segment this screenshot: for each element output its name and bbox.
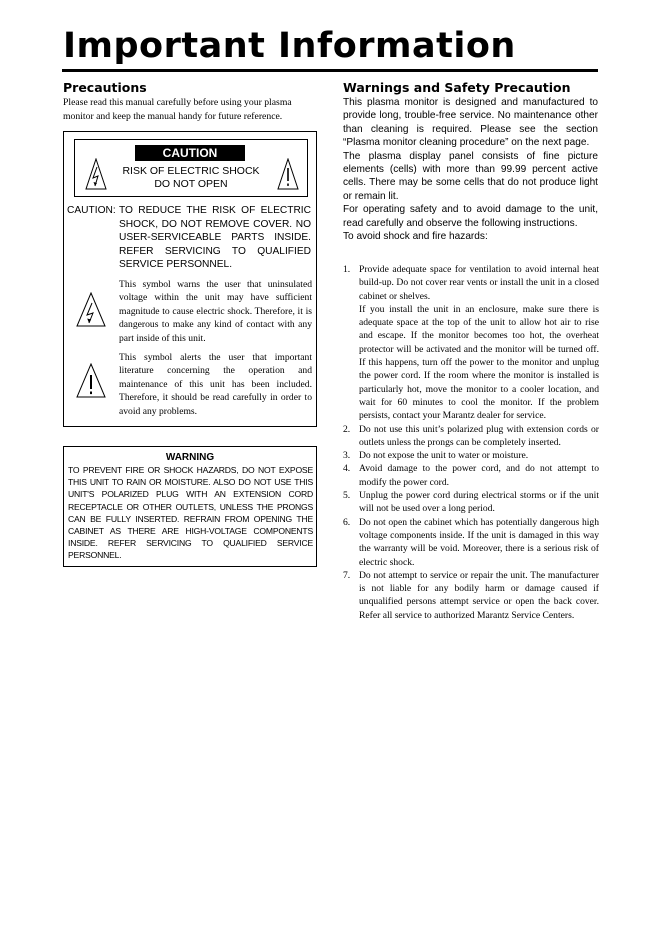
warning-box	[63, 446, 317, 567]
page-title: Important Information	[63, 26, 516, 66]
list-item	[343, 569, 599, 622]
voltage-symbol-text: This symbol warns the user that uninsulated voltage within the unit may have sufficient magnitude to cause electric shock. Therefore, it is dangerous to make any kind of contact with any part inside of this unit.	[119, 279, 312, 344]
list-item	[343, 423, 599, 450]
list-item-number: 7.	[343, 569, 351, 581]
lightning-warning-icon	[85, 158, 107, 190]
title-rule	[62, 69, 598, 72]
list-item-number: 3.	[343, 450, 351, 462]
list-item	[343, 263, 599, 423]
list-item	[343, 516, 599, 569]
list-item	[343, 489, 599, 516]
lightning-warning-icon	[76, 292, 106, 328]
shock-warning-text	[111, 165, 271, 191]
exclamation-warning-icon	[76, 363, 106, 399]
list-item-subtext: If you install the unit in an enclosure, make sure there is adequate space at the top of the unit to allow hot air to rise and escape. If the monitor becomes too hot, the overheat protector will be activated and the monitor will be turned off. If this happens, turn off the power to the monitor and unplug the power cord. If the room where the monitor is installed is particularly hot, move the monitor to a cooler location, and wait for 60 minutes to cool the monitor. If the problem persists, contact your Marantz dealer for service.	[359, 303, 599, 422]
warnings-para-3: For operating safety and to avoid damage to the unit, read carefully and observe the following instructions.	[343, 204, 598, 229]
list-item-text: Do not attempt to service or repair the unit. The manufacturer is not liable for any bodily harm or damage caused if unqualified persons attempt service or open the back cover. Refer all service to authorized Marantz Service Centers.	[359, 569, 599, 621]
exclamation-warning-icon	[277, 158, 299, 190]
caution-text: TO REDUCE THE RISK OF ELECTRIC SHOCK, DO NOT REMOVE COVER. NO USER-SERVICEABLE PARTS INSIDE. REFER SERVICING TO QUALIFIED SERVICE PERSONNEL.	[119, 205, 311, 270]
shock-line-1: RISK OF ELECTRIC SHOCK	[122, 165, 260, 177]
list-item	[343, 462, 599, 489]
list-item-text: Do not use this unit’s polarized plug with extension cords or outlets unless the prongs can be completely inserted.	[359, 423, 599, 448]
list-item-number: 1.	[343, 264, 351, 275]
list-item-number: 2.	[343, 423, 351, 435]
list-item-number: 6.	[343, 516, 351, 528]
list-item-text: Do not open the cabinet which has potentially dangerous high voltage components inside. If the unit is damaged in this way the warranty will be void. Moreover, there is a serious risk of electric shock.	[359, 516, 599, 568]
caution-box	[63, 131, 317, 427]
caution-label-panel	[74, 139, 308, 197]
list-item-text: Unplug the power cord during electrical storms or if the unit will not be used over a long period.	[359, 490, 599, 515]
warnings-intro	[343, 96, 598, 243]
warnings-heading: Warnings and Safety Precaution	[343, 80, 571, 95]
safety-list	[343, 263, 599, 622]
list-item-number: 4.	[343, 463, 351, 475]
warning-heading: WARNING	[165, 452, 215, 463]
caution-label: CAUTION:	[67, 205, 116, 216]
list-item-text: Provide adequate space for ventilation to avoid internal heat build-up. Do not cover rear vents or install the unit in a closed cabinet or shelves.	[359, 264, 599, 302]
list-item-text: Avoid damage to the power cord, and do not attempt to modify the power cord.	[359, 463, 599, 488]
warnings-para-1: This plasma monitor is designed and manufactured to provide long, trouble-free service. No maintenance other than cleaning is required. Please see the section “Plasma monitor cleaning procedure” on the next page.	[343, 97, 598, 149]
warning-text: TO PREVENT FIRE OR SHOCK HAZARDS, DO NOT EXPOSE THIS UNIT TO RAIN OR MOISTURE. ALSO DO NOT USE THIS UNIT'S POLARIZED PLUG WITH AN EXTENSION CORD RECEPTACLE OR OTHER OUTLETS, UNLESS THE PRONGS CAN BE FULLY INSERTED. REFRAIN FROM OPENING THE CABINET AS THERE ARE HIGH-VOLTAGE COMPONENTS INSIDE. REFER SERVICING TO QUALIFIED SERVICE PERSONNEL.	[68, 465, 313, 561]
warnings-para-4: To avoid shock and fire hazards:	[343, 231, 488, 243]
warnings-para-2: The plasma display panel consists of fine picture elements (cells) with more than 99.99 percent active cells. There may be some cells that do not produce light or remain lit.	[343, 150, 598, 202]
list-item	[343, 449, 599, 462]
precautions-intro: Please read this manual carefully before using your plasma monitor and keep the manual handy for future reference.	[63, 97, 292, 122]
alert-symbol-text: This symbol alerts the user that important literature concerning the operation and maintenance of this unit has been included. Therefore, it should be read carefully in order to avoid any problems.	[119, 352, 312, 417]
caution-badge: CAUTION	[135, 145, 245, 161]
list-item-number: 5.	[343, 490, 351, 502]
list-item-text: Do not expose the unit to water or moisture.	[359, 450, 529, 462]
precautions-heading: Precautions	[63, 80, 147, 95]
shock-line-2: DO NOT OPEN	[154, 178, 228, 190]
